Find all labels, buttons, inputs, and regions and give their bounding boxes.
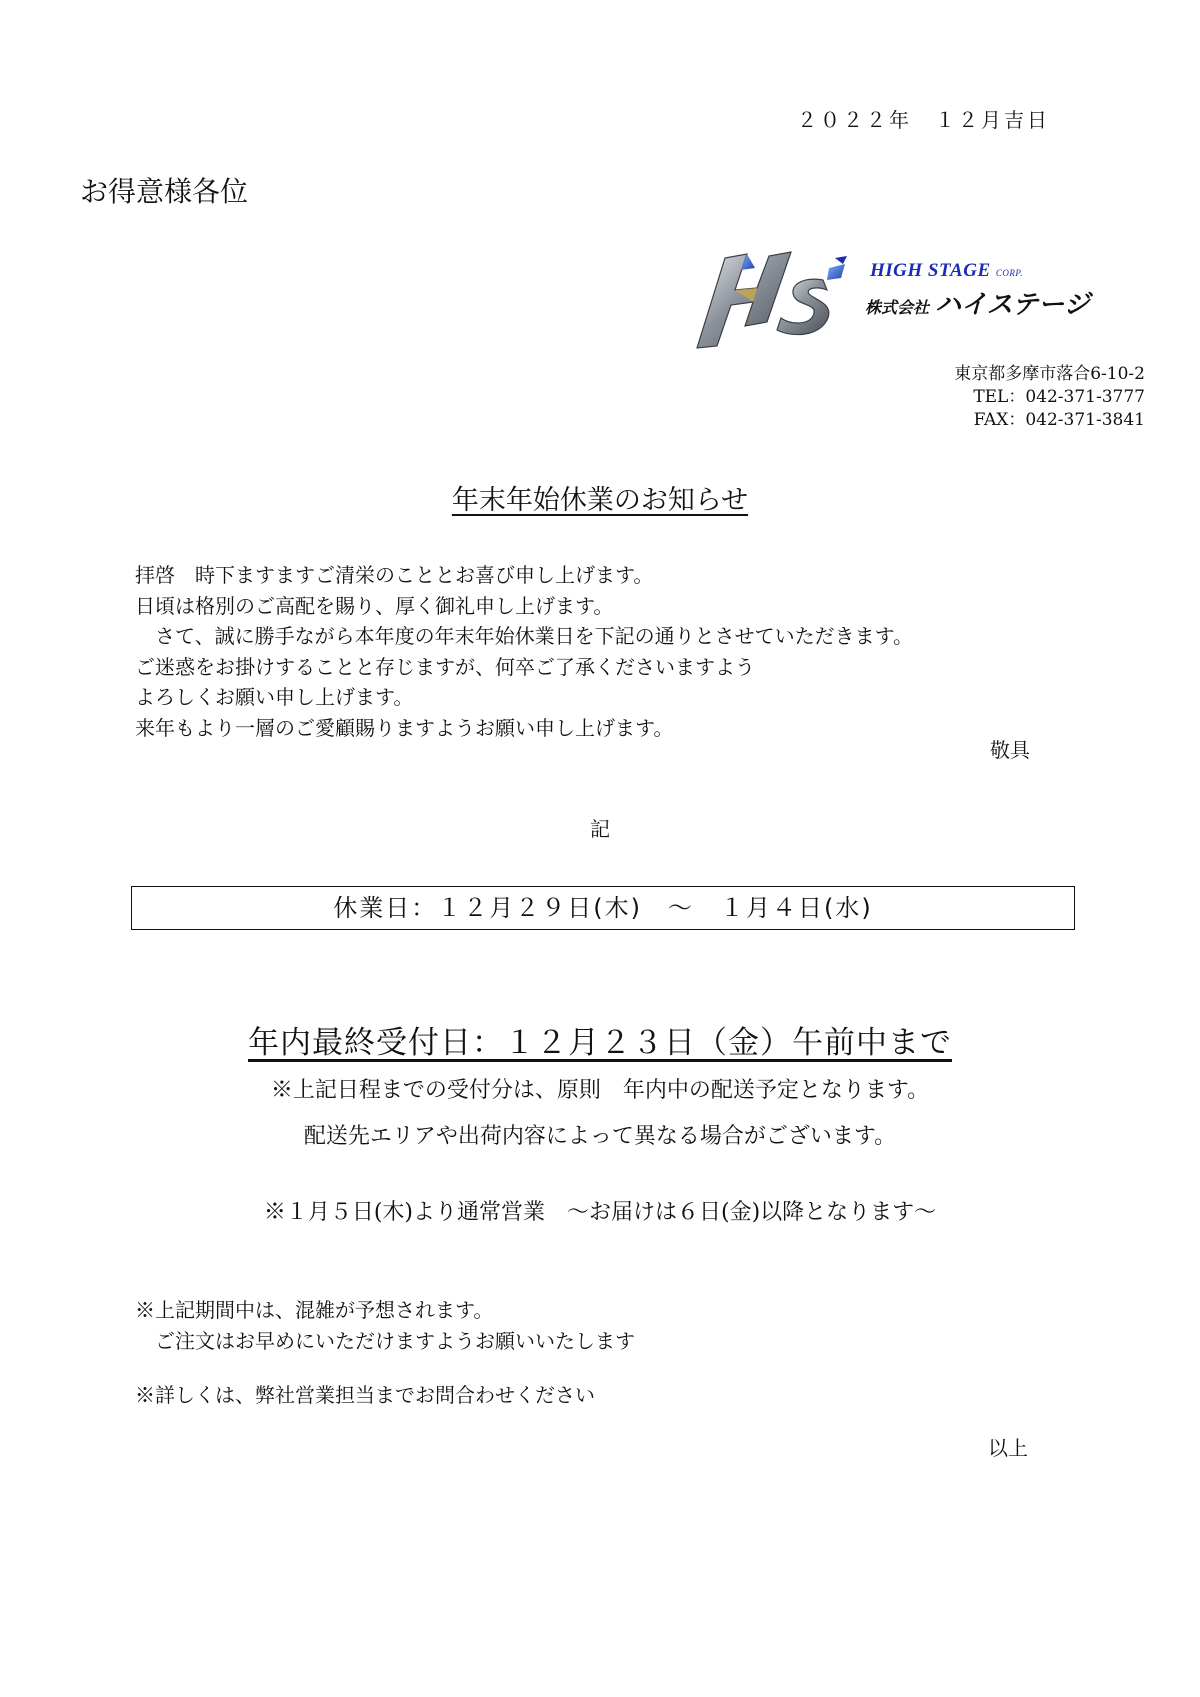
final-order-deadline xyxy=(0,1017,1200,1062)
closed-period-box: 休業日：１２月２９日(木) ～ １月４日(水) xyxy=(131,886,1075,930)
logo-en-suffix: CORP. xyxy=(995,268,1023,278)
notice-body xyxy=(135,560,1035,743)
body-line: さて、誠に勝手ながら本年度の年末年始休業日を下記の通りとさせていただきます。 xyxy=(135,624,913,648)
logo-jp-text: ハイステージ xyxy=(935,290,1090,320)
notice-title xyxy=(0,478,1200,517)
company-logo xyxy=(695,250,1115,350)
deadline-note: 配送先エリアや出荷内容によって異なる場合がございます。 xyxy=(303,1124,897,1149)
logo-en-text: HIGH STAGE xyxy=(870,260,991,281)
body-line: 拝啓 時下ますますご清栄のこととお喜び申し上げます。 xyxy=(135,563,654,587)
body-line: 日頃は格別のご高配を賜り、厚く御礼申し上げます。 xyxy=(135,593,614,618)
body-line: ご迷惑をお掛けすることと存じますが、何卒ご了承くださいますよう xyxy=(135,654,755,679)
closing-keigu: 敬具 xyxy=(990,738,1030,762)
company-address-block xyxy=(954,363,1145,432)
final-order-deadline-text: 年内最終受付日：１２月２３日（金）午前中まで xyxy=(248,1025,952,1061)
notice-title-text: 年末年始休業のお知らせ xyxy=(451,485,749,516)
ki-marker: 記 xyxy=(590,817,610,841)
company-tel: TEL：042-371-3777 xyxy=(973,387,1145,407)
company-address: 東京都多摩市落合6-10-2 xyxy=(954,364,1145,384)
body-line: よろしくお願い申し上げます。 xyxy=(135,685,414,709)
body-line: 来年もより一層のご愛顧賜りますようお願い申し上げます。 xyxy=(135,715,674,740)
resume-business-note: ※１月５日(木)より通常営業 ～お届けは６日(金)以降となります～ xyxy=(263,1200,937,1225)
hs-logo-mark xyxy=(695,250,860,350)
contact-note: ※詳しくは、弊社営業担当までお問合わせください xyxy=(135,1383,595,1407)
logo-english-name xyxy=(870,260,1023,282)
logo-japanese-name xyxy=(865,284,1090,321)
company-fax: FAX：042-371-3841 xyxy=(973,410,1145,430)
deadline-note: ※上記日程までの受付分は、原則 年内中の配送予定となります。 xyxy=(270,1078,930,1103)
congestion-note-line: ※上記期間中は、混雑が予想されます。 xyxy=(135,1298,494,1322)
logo-kabushikigaisha: 株式会社 xyxy=(865,298,930,317)
congestion-note-line: ご注文はお早めにいただけますようお願いいたします xyxy=(135,1329,635,1353)
closing-ijo: 以上 xyxy=(988,1436,1028,1460)
recipient-salutation: お得意様各位 xyxy=(80,175,249,208)
congestion-note xyxy=(135,1295,635,1357)
document-date: ２０２２年 １２月吉日 xyxy=(797,108,1050,132)
